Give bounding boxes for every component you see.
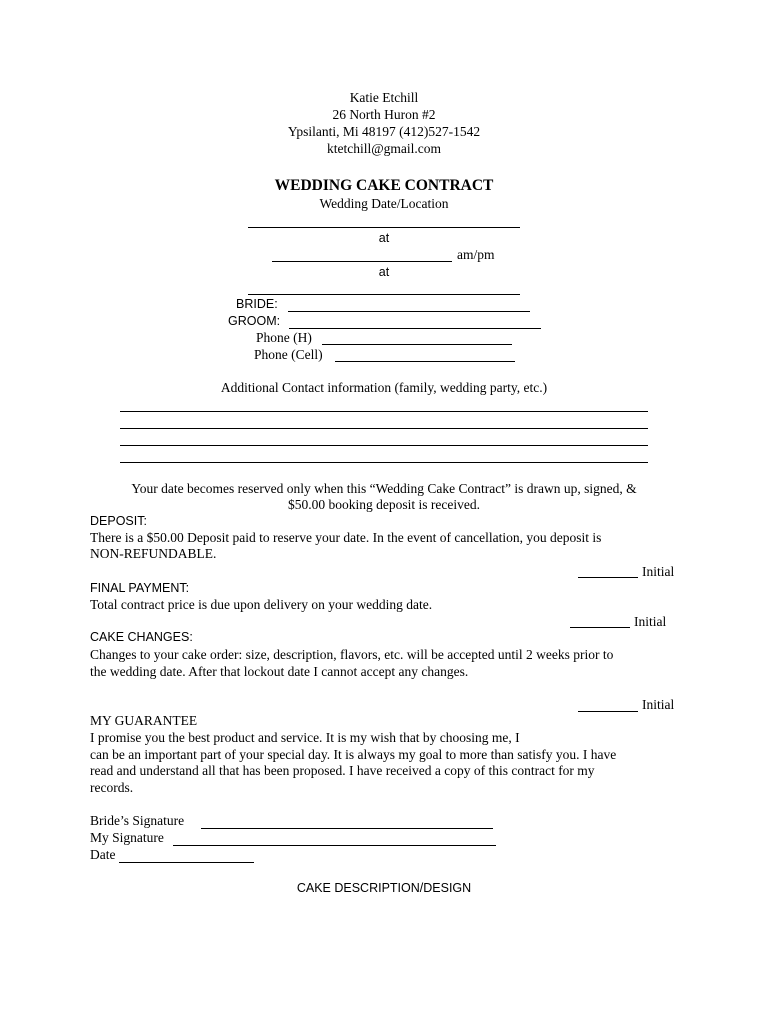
phone-home-label: Phone (H) [256, 330, 312, 345]
cake-changes-initial-label: Initial [642, 697, 675, 712]
cake-changes-initial-field[interactable] [578, 711, 638, 712]
date-label: Date [90, 847, 116, 862]
reservation-notice-line-1: Your date becomes reserved only when this “Wedding Cake Contract” is drawn up, signed, & [131, 481, 637, 496]
at-label-2: at [378, 265, 390, 279]
phone-cell-label: Phone (Cell) [254, 347, 323, 362]
guarantee-text-line-1: I promise you the best product and service. It is my wish that by choosing me, I [90, 730, 520, 745]
bride-signature-label: Bride’s Signature [90, 813, 185, 828]
deposit-text-line-1: There is a $50.00 Deposit paid to reserve your date. In the event of cancellation, you deposit is [90, 530, 602, 545]
phone-home-field[interactable] [322, 344, 512, 345]
groom-field[interactable] [289, 328, 541, 329]
wedding-time-line[interactable] [272, 261, 452, 262]
additional-contact-line-3[interactable] [120, 445, 648, 446]
deposit-heading: DEPOSIT: [90, 514, 147, 528]
bride-signature-field[interactable] [201, 828, 493, 829]
additional-contact-line-4[interactable] [120, 462, 648, 463]
my-signature-field[interactable] [173, 845, 496, 846]
wedding-date-line[interactable] [248, 227, 520, 228]
at-label-1: at [378, 231, 390, 245]
date-field[interactable] [119, 862, 254, 863]
cake-description-heading: CAKE DESCRIPTION/DESIGN [296, 881, 472, 895]
additional-contact-label: Additional Contact information (family, wedding party, etc.) [220, 380, 548, 395]
bride-field[interactable] [288, 311, 530, 312]
phone-cell-field[interactable] [335, 361, 515, 362]
my-signature-label: My Signature [90, 830, 164, 845]
guarantee-text-line-4: records. [90, 780, 134, 795]
contract-title: WEDDING CAKE CONTRACT [274, 177, 494, 194]
cake-changes-heading: CAKE CHANGES: [90, 630, 193, 644]
deposit-text-line-2: NON-REFUNDABLE. [90, 546, 217, 561]
guarantee-text-line-2: can be an important part of your special day. It is always my goal to more than satisfy you. I have [90, 747, 617, 762]
cake-changes-text-line-2: the wedding date. After that lockout date I cannot accept any changes. [90, 664, 469, 679]
final-payment-text: Total contract price is due upon delivery on your wedding date. [90, 597, 433, 612]
guarantee-heading: MY GUARANTEE [90, 713, 198, 728]
deposit-initial-field[interactable] [578, 577, 638, 578]
groom-label: GROOM: [228, 314, 281, 328]
additional-contact-line-1[interactable] [120, 411, 648, 412]
business-email: ktetchill@gmail.com [326, 141, 442, 156]
final-payment-initial-field[interactable] [570, 627, 630, 628]
business-name: Katie Etchill [349, 90, 419, 105]
deposit-initial-label: Initial [642, 564, 675, 579]
contract-subtitle: Wedding Date/Location [319, 196, 449, 211]
business-city-phone: Ypsilanti, Mi 48197 (412)527-1542 [287, 124, 481, 139]
additional-contact-line-2[interactable] [120, 428, 648, 429]
wedding-location-line[interactable] [248, 294, 520, 295]
cake-changes-text-line-1: Changes to your cake order: size, description, flavors, etc. will be accepted until 2 weeks prior to [90, 647, 614, 662]
ampm-label: am/pm [457, 247, 495, 262]
final-payment-heading: FINAL PAYMENT: [90, 581, 190, 595]
reservation-notice-line-2: $50.00 booking deposit is received. [288, 497, 480, 512]
guarantee-text-line-3: read and understand all that has been proposed. I have received a copy of this contract for my [90, 763, 595, 778]
bride-label: BRIDE: [236, 297, 278, 311]
final-payment-initial-label: Initial [634, 614, 667, 629]
business-street: 26 North Huron #2 [332, 107, 436, 122]
